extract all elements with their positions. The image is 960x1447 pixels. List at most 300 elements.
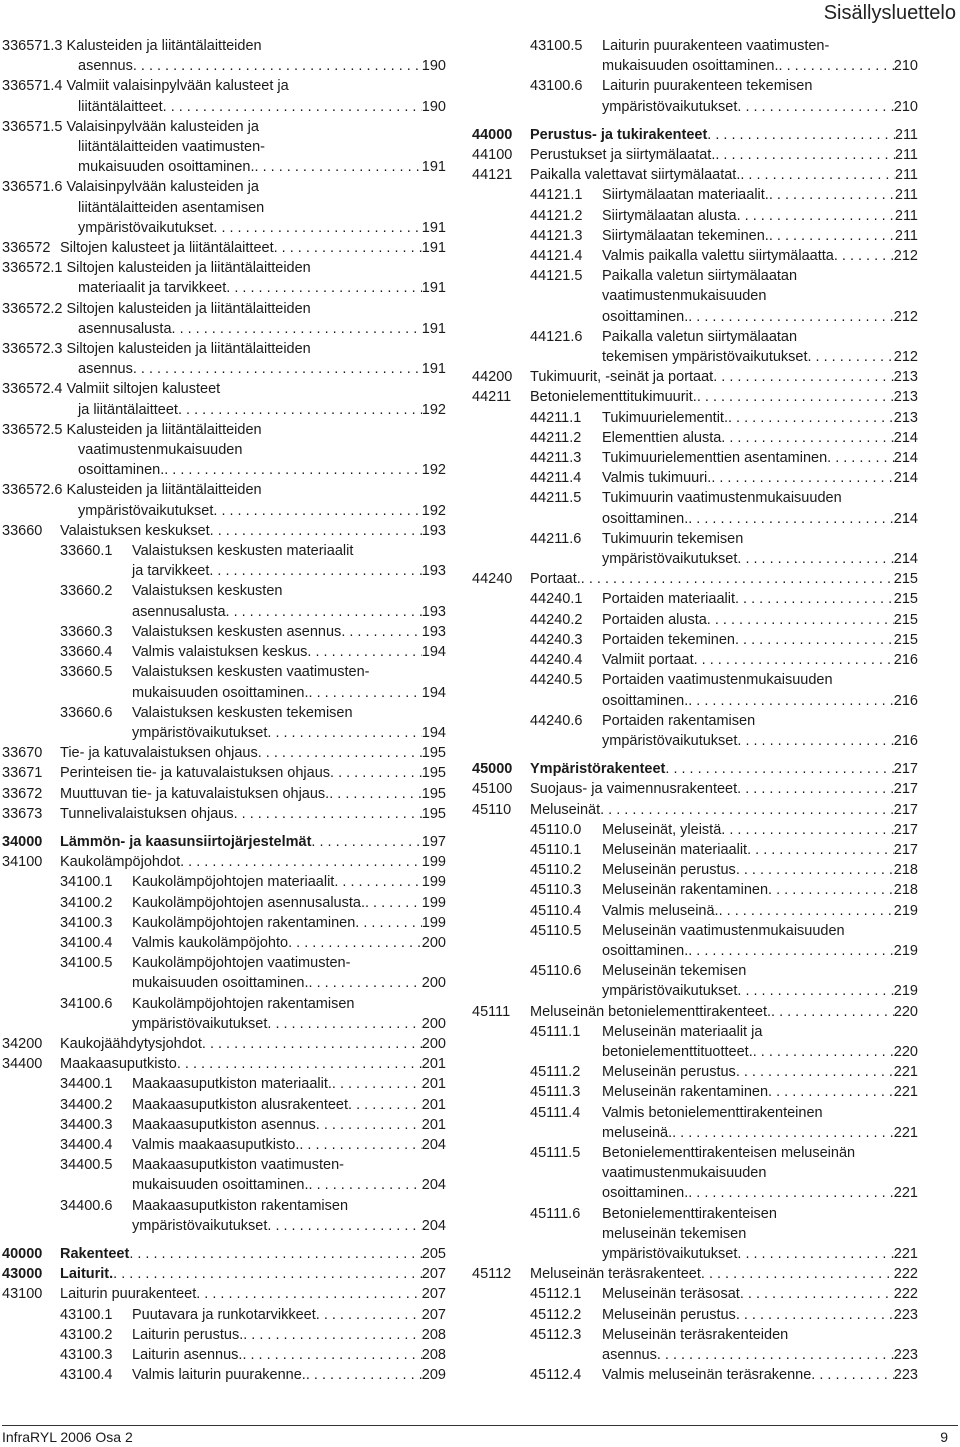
toc-entry-title: Kaukolämpöjohtojen vaatimusten- [132,955,351,972]
toc-entry [2,662,446,702]
dot-leader [299,1135,421,1155]
toc-page-number: 201 [421,1076,446,1093]
toc-page-number: 211 [894,147,918,164]
toc-entry-title: Meluseinät [530,801,601,818]
toc-entry-title: asennusalusta [132,603,226,620]
toc-entry-title: Portaiden tekeminen [602,631,735,648]
dot-leader [740,165,895,185]
toc-page-number: 194 [421,644,446,661]
toc-entry [472,1103,918,1143]
toc-entry-number: 33671 [2,765,43,782]
dot-leader [316,1305,422,1325]
toc-entry-title: liitäntälaitteiden asentamisen [78,199,265,216]
toc-page-number: 221 [893,1185,918,1202]
toc-entry-title: mukaisuuden osoittaminen. [78,159,255,176]
toc-entry [2,339,446,379]
dot-leader [600,800,894,820]
toc-entry-number: 44100 [472,147,513,164]
toc-entry-title: Siltojen kalusteet ja liitäntälaitteet [60,240,274,257]
toc-entry-title: Meluseinän materiaalit [602,841,748,858]
toc-entry-title: 336572.3 Siltojen kalusteiden ja liitäntälaitteiden [2,341,311,358]
dot-leader [657,1345,894,1365]
toc-entry-title: osoittaminen. [602,1185,689,1202]
toc-entry-number: 34200 [2,1035,43,1052]
toc-entry-title: Portaiden alusta [602,611,707,628]
dot-leader [827,448,894,468]
toc-entry-number: 45111.1 [530,1023,581,1040]
toc-entry-title: Meluseinän perustus [602,862,736,879]
toc-entry [2,1345,446,1365]
toc-entry [472,1305,918,1325]
toc-entry [472,670,918,710]
toc-entry-title: Elementtien alusta [602,429,722,446]
toc-entry-title: Tukimuurit, -seinät ja portaat [530,369,714,386]
toc-entry-title: Rakenteet [60,1245,130,1262]
page-header-title: Sisällysluettelo [823,2,956,24]
toc-page-number: 221 [893,1084,918,1101]
dot-leader [316,1115,422,1135]
toc-entry-title: Tunnelivalaistuksen ohjaus [60,805,234,822]
toc-entry-title: Kaukolämpöjohtojen materiaalit [132,874,335,891]
toc-entry [472,569,918,589]
toc-entry [2,1264,446,1284]
dot-leader [267,1014,421,1034]
toc-entry [472,36,918,76]
dot-leader [267,1216,421,1236]
toc-page-number: 219 [893,983,918,1000]
toc-entry-title: Paikalla valetun siirtymälaatan [602,268,798,285]
toc-entry-title: Valaistuksen keskusten materiaalit [132,543,354,560]
toc-entry-title: Meluseinän rakentaminen [602,1084,769,1101]
toc-page-number: 221 [893,1064,918,1081]
toc-entry [472,779,918,799]
toc-entry [472,1264,918,1284]
dot-leader [258,743,422,763]
toc-page-number: 200 [421,975,446,992]
toc-entry-title: Valaistuksen keskusten [132,583,283,600]
toc-entry [472,961,918,1001]
toc-entry [472,1022,918,1062]
toc-entry-number: 44211.4 [530,470,582,487]
toc-entry-number: 44211.5 [530,490,582,507]
toc-entry-title: Betonielementtirakenteisen meluseinän [602,1144,856,1161]
toc-entry [472,759,918,779]
toc-entry [2,480,446,520]
toc-entry-number: 44240.3 [530,631,583,648]
toc-entry [472,589,918,609]
toc-entry [472,488,918,528]
dot-leader [768,880,894,900]
toc-page-number: 220 [893,1003,918,1020]
toc-entry-title: 336571.4 Valmiit valaisinpylvään kalusteet ja [2,78,289,95]
dot-leader [133,359,422,379]
toc-entry-title: Meluseinän rakentaminen [602,882,769,899]
toc-entry-number: 43100.3 [60,1347,113,1363]
toc-entry-number: 44200 [472,369,513,386]
toc-entry [2,872,446,892]
toc-right-column [472,36,918,1385]
toc-entry-title: Portaiden vaatimustenmukaisuuden [602,672,833,689]
toc-entry-title: Meluseinän tekemisen [602,963,747,980]
toc-page-number: 216 [893,692,918,709]
toc-page-number: 199 [421,874,446,891]
toc-entry-title: Meluseinän betonielementtirakenteet. [530,1003,772,1020]
toc-entry-title: mukaisuuden osoittaminen. [132,975,309,992]
toc-entry [472,1002,918,1022]
toc-entry-number: 44211.2 [530,429,582,446]
toc-page-number: 204 [421,1217,446,1234]
toc-entry-title: Valmis meluseinä. [602,902,719,919]
toc-entry-title: Portaiden materiaalit [602,591,735,608]
toc-entry-title: mukaisuuden osoittaminen. [132,684,309,701]
toc-entry [2,1135,446,1155]
toc-entry [2,117,446,178]
toc-entry [472,840,918,860]
toc-entry-title: tekemisen ympäristövaikutukset [602,349,808,366]
toc-entry [2,1305,446,1325]
toc-entry-number: 44000 [472,126,513,143]
toc-entry [2,642,446,662]
toc-entry-number: 44240 [472,571,513,588]
toc-entry-title: Muuttuvan tie- ja katuvalaistuksen ohjaus. [60,785,330,802]
toc-entry [472,125,918,145]
toc-entry-title: 336571.5 Valaisinpylvään kalusteiden ja [2,118,259,135]
toc-entry-title: Valmis laiturin puurakenne. [132,1367,306,1384]
toc-entry-title: Meluseinän vaatimustenmukaisuuden [602,922,845,939]
toc-page-number: 213 [893,409,918,426]
toc-entry-title: ympäristövaikutukset [602,98,738,115]
toc-entry-title: Meluseinät, yleistä [602,821,722,838]
toc-entry-title: Meluseinän perustus [602,1306,736,1323]
toc-entry-title: osoittaminen. [78,462,165,479]
dot-leader [721,820,894,840]
toc-page-number: 200 [421,934,446,951]
toc-entry [2,804,446,824]
toc-entry [2,832,446,852]
toc-page-number: 213 [893,389,918,406]
toc-entry [472,185,918,205]
toc-entry-number: 44240.5 [530,672,583,689]
toc-entry-number: 44211.1 [530,409,582,426]
dot-leader [688,1183,894,1203]
toc-entry-number: 34400.3 [60,1116,113,1133]
toc-page-number: 217 [893,761,918,778]
toc-entry [472,1143,918,1204]
toc-page-number: 200 [421,1015,446,1032]
toc-page-number: 211 [894,187,918,204]
toc-entry [2,76,446,116]
toc-entry-title: Valmiit portaat [602,652,694,669]
dot-leader [164,460,422,480]
toc-entry-title: asennus [78,361,133,378]
toc-entry-title: Paikalla valetun siirtymälaatan [602,328,798,345]
toc-page-number: 223 [893,1347,918,1363]
dot-leader [332,1074,422,1094]
dot-leader [737,97,893,117]
toc-entry-title: Siirtymälaatan alusta [602,207,737,224]
toc-page-number: 211 [894,227,918,244]
toc-entry-title: 336571.6 Valaisinpylvään kalusteiden ja [2,179,259,196]
toc-entry-number: 44240.1 [530,591,583,608]
toc-entry-number: 44121.4 [530,248,583,265]
toc-page-number: 215 [893,591,918,608]
toc-page-number: 207 [421,1266,446,1283]
toc-entry-number: 45110.3 [530,882,582,899]
dot-leader [309,1175,422,1195]
toc-entry-number: 43100.1 [60,1306,113,1323]
dot-leader [234,804,422,824]
dot-leader [274,238,422,258]
toc-page-number: 193 [421,563,446,580]
toc-entry-number: 33660.1 [60,543,113,560]
toc-entry [472,206,918,226]
toc-entry-title: osoittaminen. [602,308,689,325]
toc-page-number: 217 [893,821,918,838]
footer-publication: InfraRYL 2006 Osa 2 [2,1429,133,1445]
toc-entry-number: 34100.6 [60,995,113,1012]
toc-entry-number: 33660.3 [60,623,113,640]
toc-entry [2,521,446,541]
toc-entry-title: materiaalit ja tarvikkeet [78,280,227,297]
toc-page-number: 193 [421,522,446,539]
toc-entry-title: Laiturin puurakenteen tekemisen [602,78,813,95]
dot-leader [672,1123,894,1143]
toc-page-number: 207 [421,1306,446,1323]
toc-entry-number: 34400 [2,1056,43,1073]
toc-page-number: 201 [421,1056,446,1073]
toc-entry-number: 45110.5 [530,922,582,939]
toc-page-number: 211 [894,126,918,143]
toc-entry [472,246,918,266]
toc-entry-title: ympäristövaikutukset [78,219,214,236]
toc-page-number: 214 [893,429,918,446]
toc-entry [472,610,918,630]
toc-entry-title: Tie- ja katuvalaistuksen ohjaus [60,745,258,762]
toc-entry-number: 40000 [2,1245,43,1262]
dot-leader [177,1054,422,1074]
toc-entry-number: 44121.6 [530,328,583,345]
toc-entry-number: 33672 [2,785,43,802]
toc-entry [2,622,446,642]
toc-entry [472,468,918,488]
toc-page-number: 221 [893,1124,918,1141]
toc-entry-number: 33670 [2,745,43,762]
toc-page-number: 195 [421,785,446,802]
toc-entry-title: Siirtymälaatan tekeminen. [602,227,769,244]
toc-entry [2,379,446,419]
toc-entry-title: ympäristövaikutukset [132,1015,268,1032]
dot-leader [688,691,894,711]
dot-leader [226,278,422,298]
toc-entry-title: ympäristövaikutukset [132,1217,268,1234]
toc-entry-number: 45110.0 [530,821,582,838]
toc-entry-title: Portaiden rakentamisen [602,712,756,729]
dot-leader [811,1365,894,1385]
toc-entry-title: mukaisuuden osoittaminen. [602,58,779,75]
dot-leader [307,642,421,662]
dot-leader [355,913,422,933]
toc-entry-title: Maakaasuputkisto [60,1056,177,1073]
toc-entry-title: Valmis paikalla valettu siirtymälaatta [602,248,834,265]
toc-entry-title: Tukimuurin tekemisen [602,530,744,547]
toc-page-number: 208 [421,1347,446,1363]
toc-entry [472,650,918,670]
toc-entry-number: 45111.6 [530,1205,581,1222]
toc-entry-title: Paikalla valettavat siirtymälaatat. [530,167,741,184]
toc-entry-title: Siirtymälaatan materiaalit. [602,187,769,204]
dot-leader [163,97,422,117]
toc-page-number: 204 [421,1136,446,1153]
toc-entry-number: 34100 [2,854,43,871]
toc-entry-title: 336572.2 Siltojen kalusteiden ja liitäntälaitteiden [2,300,311,317]
toc-entry [472,630,918,650]
toc-entry-title: ympäristövaikutukset [602,551,738,568]
toc-entry [472,1325,918,1365]
toc-entry-number: 45110.4 [530,902,582,919]
toc-entry [2,953,446,993]
toc-entry-number: 44240.2 [530,611,583,628]
dot-leader [719,901,894,921]
toc-page-number: 192 [421,462,446,479]
toc-entry-number: 34100.5 [60,955,113,972]
toc-entry-number: 43100.5 [530,38,583,54]
toc-page-number: 222 [893,1286,918,1303]
dot-leader [196,1284,422,1304]
toc-entry-number: 34100.4 [60,934,113,951]
dot-leader [701,1264,894,1284]
toc-entry-title: Valaistuksen keskusten tekemisen [132,704,353,721]
toc-entry [472,820,918,840]
toc-entry-title: Valaistuksen keskukset [60,522,210,539]
toc-entry [472,921,918,961]
toc-entry [2,177,446,238]
toc-entry [2,743,446,763]
dot-leader [113,1264,422,1284]
toc-entry [472,800,918,820]
toc-page-number: 214 [893,450,918,467]
toc-page-number: 193 [421,623,446,640]
toc-entry [2,420,446,481]
toc-entry [2,1115,446,1135]
toc-page-number: 199 [421,854,446,871]
toc-entry-title: vaatimustenmukaisuuden [602,1165,767,1182]
toc-page-number: 215 [893,631,918,648]
toc-entry-title: ympäristövaikutukset [602,732,738,749]
toc-entry-number: 45111.5 [530,1144,581,1161]
toc-page-number: 201 [421,1116,446,1133]
toc-entry-title: ympäristövaikutukset [78,502,214,519]
toc-page-number: 191 [421,159,446,176]
dot-leader [210,521,422,541]
dot-leader [267,723,421,743]
dot-leader [665,759,893,779]
dot-leader [213,501,421,521]
toc-entry-title: Maakaasuputkiston alusrakenteet [132,1096,349,1113]
dot-leader [688,941,894,961]
toc-entry-number: 33673 [2,805,43,822]
toc-entry-title: Kaukojäähdytysjohdot [60,1035,202,1052]
toc-entry [472,711,918,751]
toc-entry [472,860,918,880]
toc-page-number: 219 [893,942,918,959]
toc-entry-number: 44240.4 [530,652,583,669]
toc-entry-title: asennusalusta [78,320,172,337]
toc-entry [472,145,918,165]
toc-page-number: 195 [421,805,446,822]
toc-page-number: 211 [894,167,918,184]
toc-entry-title: osoittaminen. [602,692,689,709]
toc-entry [2,1054,446,1074]
toc-page-number: 193 [421,603,446,620]
toc-entry-title: Laiturin puurakenteen vaatimusten- [602,38,830,54]
dot-leader [747,840,894,860]
toc-entry-title: asennus [78,58,133,75]
toc-entry-title: osoittaminen. [602,942,689,959]
toc-entry-title: vaatimustenmukaisuuden [602,288,767,305]
toc-entry-number: 34400.4 [60,1136,113,1153]
toc-entry-number: 44121.5 [530,268,583,285]
toc-entry [2,1155,446,1195]
dot-leader [728,408,894,428]
toc-entry-title: ja tarvikkeet [132,563,210,580]
dot-leader [180,852,422,872]
toc-entry [472,428,918,448]
toc-entry-number: 45111 [472,1003,511,1020]
toc-page-number: 214 [893,551,918,568]
toc-entry-title: Valaistuksen keskusten vaatimusten- [132,664,370,681]
dot-leader [707,610,894,630]
toc-entry-title: 336572.1 Siltojen kalusteiden ja liitäntälaitteiden [2,260,311,277]
toc-page-number: 192 [421,401,446,418]
toc-entry-number: 34400.1 [60,1076,113,1093]
toc-entry-title: Betonielementtitukimuurit. [530,389,697,406]
dot-leader [771,1002,894,1022]
toc-entry-title: mukaisuuden osoittaminen. [132,1177,309,1194]
toc-entry [2,1244,446,1264]
toc-entry-title: Laiturin perustus. [132,1326,244,1343]
toc-page-number: 214 [893,510,918,527]
dot-leader [581,569,894,589]
toc-entry-number: 44211 [472,389,512,406]
toc-entry-title: Laiturin puurakenteet [60,1286,197,1303]
toc-entry-title: liitäntälaitteet [78,98,163,115]
toc-entry [2,36,446,76]
toc-page-number: 223 [893,1367,918,1384]
toc-entry-number: 44121.1 [530,187,583,204]
toc-entry [2,893,446,913]
toc-page-number: 192 [421,502,446,519]
dot-leader [713,367,894,387]
dot-leader [172,319,422,339]
toc-entry [472,387,918,407]
toc-entry-title: asennus [602,1347,657,1363]
toc-entry-number: 43100.6 [530,78,583,95]
toc-entry-title: 336571.3 Kalusteiden ja liitäntälaitteiden [2,38,262,54]
toc-entry [2,1365,446,1385]
toc-entry-number: 34400.2 [60,1096,113,1113]
dot-leader [735,589,894,609]
toc-entry-title: Meluseinän materiaalit ja [602,1023,763,1040]
dot-leader [779,56,894,76]
toc-page-number: 208 [421,1326,446,1343]
toc-page-number: 194 [421,684,446,701]
dot-leader [769,226,895,246]
toc-entry [472,408,918,428]
dot-leader [707,125,895,145]
toc-page-number: 197 [421,833,446,850]
toc-entry [472,266,918,327]
toc-entry-title: Betonielementtirakenteisen [602,1205,777,1222]
